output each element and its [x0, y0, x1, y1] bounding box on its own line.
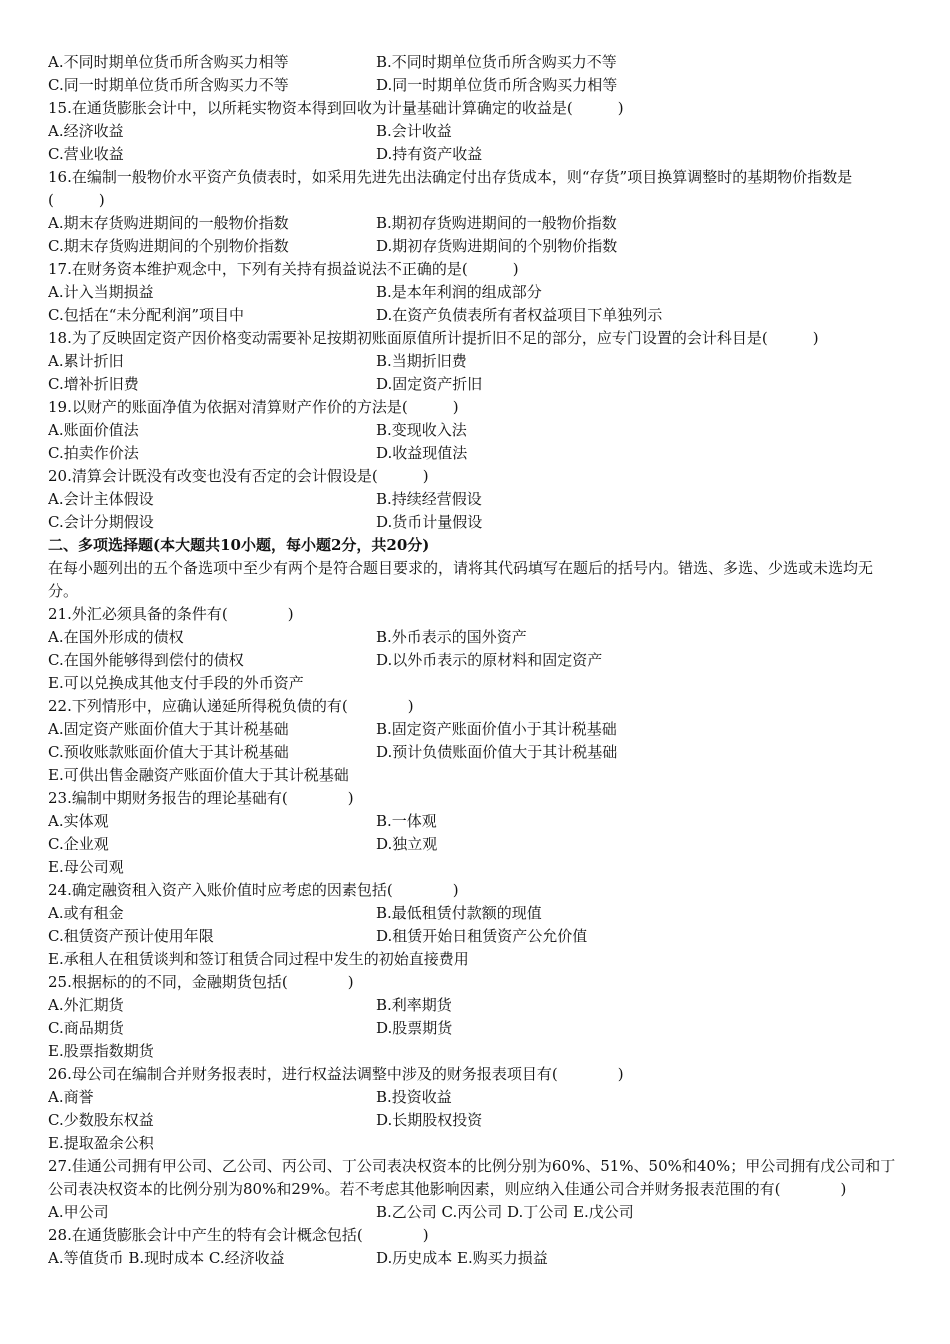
option-row: [48, 304, 900, 327]
option-row: [48, 626, 900, 649]
option-row: [48, 350, 900, 373]
option-right: B.变现收入法: [376, 421, 467, 439]
option-right: B.一体观: [376, 812, 437, 830]
option-row: [48, 810, 900, 833]
question-text: 18.为了反映固定资产因价格变动需要补足按期初账面原值所计提折旧不足的部分，应专门设置的会计科目是( ): [48, 329, 819, 347]
option-right: B.乙公司 C.丙公司 D.丁公司 E.戊公司: [376, 1203, 634, 1221]
question-text: 25.根据标的的不同，金融期货包括( ): [48, 973, 354, 991]
option-left: A.会计主体假设: [48, 490, 154, 508]
option-right: D.预计负债账面价值大于其计税基础: [376, 743, 618, 761]
question-text: 在每小题列出的五个备选项中至少有两个是符合题目要求的，请将其代码填写在题后的括号内。错选、多选、少选或未选均无分。: [48, 559, 874, 600]
option-right: B.外币表示的国外资产: [376, 628, 527, 646]
question-text: 19.以财产的账面净值为依据对清算财产作价的方法是( ): [48, 398, 459, 416]
option-right: D.在资产负债表所有者权益项目下单独列示: [376, 306, 663, 324]
option-left: A.实体观: [48, 812, 109, 830]
option-right: D.独立观: [376, 835, 438, 853]
question-text: 24.确定融资租入资产入账价值时应考虑的因素包括( ): [48, 881, 459, 899]
option-row: [48, 1109, 900, 1132]
option-right: D.租赁开始日租赁资产公允价值: [376, 927, 588, 945]
question-text: E.母公司观: [48, 858, 124, 876]
option-right: D.收益现值法: [376, 444, 468, 462]
option-row: [48, 994, 900, 1017]
option-right: D.历史成本 E.购买力损益: [376, 1249, 548, 1267]
question-text: 21.外汇必须具备的条件有( ): [48, 605, 294, 623]
option-row: [48, 833, 900, 856]
option-row: [48, 51, 900, 74]
option-left: C.在国外能够得到偿付的债权: [48, 651, 244, 669]
option-left: A.不同时期单位货币所含购买力相等: [48, 53, 289, 71]
option-left: C.期末存货购进期间的个别物价指数: [48, 237, 289, 255]
option-right: D.固定资产折旧: [376, 375, 483, 393]
option-left: A.外汇期货: [48, 996, 124, 1014]
question-text: 20.清算会计既没有改变也没有否定的会计假设是( ): [48, 467, 429, 485]
option-row: [48, 120, 900, 143]
option-right: B.投资收益: [376, 1088, 452, 1106]
option-left: A.计入当期损益: [48, 283, 154, 301]
option-row: [48, 718, 900, 741]
option-right: B.最低租赁付款额的现值: [376, 904, 542, 922]
option-left: C.企业观: [48, 835, 109, 853]
question-text: 23.编制中期财务报告的理论基础有( ): [48, 789, 354, 807]
option-left: A.固定资产账面价值大于其计税基础: [48, 720, 289, 738]
question-text: E.可以兑换成其他支付手段的外币资产: [48, 674, 304, 692]
option-left: A.账面价值法: [48, 421, 139, 439]
question-text: 27.佳通公司拥有甲公司、乙公司、丙公司、丁公司表决权资本的比例分别为60%、51%、50%和40%；甲公司拥有戊公司和丁公司表决权资本的比例分别为80%和29%。若不考虑其他影响因素，则应纳入佳通公司合并财务报表范围的有( ): [48, 1157, 896, 1198]
option-right: B.固定资产账面价值小于其计税基础: [376, 720, 617, 738]
question-text: 22.下列情形中，应确认递延所得税负债的有( ): [48, 697, 414, 715]
question-text: 26.母公司在编制合并财务报表时，进行权益法调整中涉及的财务报表项目有( ): [48, 1065, 624, 1083]
option-row: [48, 143, 900, 166]
option-right: D.期初存货购进期间的个别物价指数: [376, 237, 618, 255]
option-right: D.以外币表示的原材料和固定资产: [376, 651, 603, 669]
option-right: D.同一时期单位货币所含购买力相等: [376, 76, 618, 94]
option-row: [48, 281, 900, 304]
section-heading: 二、多项选择题(本大题共10小题，每小题2分，共20分): [48, 536, 430, 554]
option-row: [48, 1201, 900, 1224]
option-row: [48, 442, 900, 465]
option-right: B.当期折旧费: [376, 352, 467, 370]
option-row: [48, 902, 900, 925]
question-text: E.股票指数期货: [48, 1042, 154, 1060]
question-text: 15.在通货膨胀会计中，以所耗实物资本得到回收为计量基础计算确定的收益是( ): [48, 99, 624, 117]
option-left: C.拍卖作价法: [48, 444, 139, 462]
option-left: C.租赁资产预计使用年限: [48, 927, 214, 945]
option-row: [48, 511, 900, 534]
option-left: C.同一时期单位货币所含购买力不等: [48, 76, 289, 94]
option-left: C.营业收益: [48, 145, 124, 163]
option-left: A.甲公司: [48, 1203, 109, 1221]
option-left: A.等值货币 B.现时成本 C.经济收益: [48, 1249, 285, 1267]
question-text: E.提取盈余公积: [48, 1134, 154, 1152]
option-row: [48, 1086, 900, 1109]
option-right: B.持续经营假设: [376, 490, 482, 508]
question-text: 17.在财务资本维护观念中，下列有关持有损益说法不正确的是( ): [48, 260, 519, 278]
option-left: C.增补折旧费: [48, 375, 139, 393]
option-row: [48, 1247, 900, 1270]
question-text: 16.在编制一般物价水平资产负债表时，如采用先进先出法确定付出存货成本，则“存货”项目换算调整时的基期物价指数是( ): [48, 168, 853, 209]
option-left: A.累计折旧: [48, 352, 124, 370]
option-right: D.股票期货: [376, 1019, 453, 1037]
option-row: [48, 419, 900, 442]
option-row: [48, 741, 900, 764]
option-row: [48, 1017, 900, 1040]
option-right: D.长期股权投资: [376, 1111, 483, 1129]
option-right: B.不同时期单位货币所含购买力不等: [376, 53, 617, 71]
option-row: [48, 74, 900, 97]
option-right: B.利率期货: [376, 996, 452, 1014]
option-left: C.预收账款账面价值大于其计税基础: [48, 743, 289, 761]
option-right: B.是本年利润的组成部分: [376, 283, 542, 301]
option-left: C.商品期货: [48, 1019, 124, 1037]
option-left: A.期末存货购进期间的一般物价指数: [48, 214, 289, 232]
option-left: A.或有租金: [48, 904, 124, 922]
option-left: C.会计分期假设: [48, 513, 154, 531]
option-right: D.持有资产收益: [376, 145, 483, 163]
option-right: D.货币计量假设: [376, 513, 483, 531]
option-row: [48, 925, 900, 948]
option-row: [48, 649, 900, 672]
option-left: C.少数股东权益: [48, 1111, 154, 1129]
option-row: [48, 235, 900, 258]
question-text: E.承租人在租赁谈判和签订租赁合同过程中发生的初始直接费用: [48, 950, 469, 968]
option-left: A.经济收益: [48, 122, 124, 140]
option-row: [48, 212, 900, 235]
question-text: 28.在通货膨胀会计中产生的特有会计概念包括( ): [48, 1226, 429, 1244]
option-right: B.会计收益: [376, 122, 452, 140]
option-left: A.在国外形成的债权: [48, 628, 184, 646]
option-row: [48, 373, 900, 396]
option-left: A.商誉: [48, 1088, 94, 1106]
option-right: B.期初存货购进期间的一般物价指数: [376, 214, 617, 232]
question-text: E.可供出售金融资产账面价值大于其计税基础: [48, 766, 349, 784]
option-left: C.包括在“未分配利润”项目中: [48, 306, 245, 324]
option-row: [48, 488, 900, 511]
